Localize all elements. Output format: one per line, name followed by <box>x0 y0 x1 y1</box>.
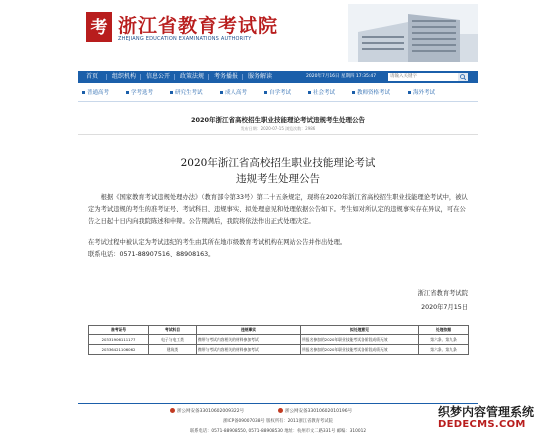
page-root <box>78 0 478 439</box>
article-headline: 2020年浙江省高校招生职业技能理论考试 <box>180 157 376 169</box>
nav-item-exam-news[interactable]: 考务播报 <box>214 73 239 80</box>
nav-divider <box>140 74 141 80</box>
subnav-item[interactable] <box>220 88 247 99</box>
bullet-icon <box>352 91 355 94</box>
violation-table <box>88 325 469 355</box>
bullet-icon <box>408 91 411 94</box>
table-cell: 所报名参加的2020年职业技能考试各阶段成绩无效 <box>301 345 419 355</box>
table-cell: 20336421106062 <box>89 345 149 355</box>
bullet-icon <box>264 91 267 94</box>
subnav-label: 普通高考 <box>87 90 110 96</box>
logo-glyph: 考 <box>90 18 108 38</box>
footer-divider <box>78 403 478 404</box>
subnav-label: 教师资格考试 <box>357 90 391 96</box>
table-row <box>89 345 469 355</box>
table-cell: 建筑类 <box>149 345 197 355</box>
search-icon[interactable] <box>458 73 468 81</box>
column-header: 准考证号 <box>89 326 149 335</box>
building-illustration <box>348 4 478 62</box>
table-header-row <box>89 326 469 335</box>
subnav-item[interactable] <box>408 88 435 99</box>
divider <box>78 134 478 135</box>
site-header <box>78 0 478 62</box>
table-cell: 携带与考试内容相关的材料参加考试 <box>197 345 301 355</box>
table-cell: 携带与考试内容相关的材料参加考试 <box>197 335 301 345</box>
column-header: 处理依据 <box>419 326 469 335</box>
current-datetime: 2020年7月16日 星期四 17:35:47 <box>306 74 377 79</box>
table-cell: 第六条、第九条 <box>419 335 469 345</box>
subnav-label: 社会考试 <box>313 90 336 96</box>
column-header: 考试科目 <box>149 326 197 335</box>
article-headline-2: 违规考生处理公告 <box>236 173 320 185</box>
sub-nav <box>80 88 476 99</box>
nav-item-info[interactable]: 信息公开 <box>146 73 171 80</box>
subnav-item[interactable] <box>352 88 390 99</box>
subnav-item[interactable] <box>264 88 291 99</box>
main-nav <box>78 71 478 83</box>
article-paragraph: 根据《国家教育考试违规处理办法》（教育部令第33号）第二十五条规定，现将在2020年浙江省高校招生职业技能理论考试中，被认定为考试违规的考生的准考证号、考试科目、违规事实、拟处理意见和处理依据公告如下。考生如对所认定的违规事实存在异议，可在公告之日起十日内向我院陈述和申辩。公告期满后，我院将依法作出正式处理决定。 <box>88 194 468 225</box>
subnav-label: 海外考试 <box>413 90 436 96</box>
beian-link[interactable] <box>170 408 244 414</box>
subnav-label: 成人高考 <box>225 90 248 96</box>
watermark-text: 织梦内容管理系统 <box>438 405 535 419</box>
nav-divider <box>208 74 209 80</box>
beian-label: 浙公网安备33010602009322号 <box>177 409 245 414</box>
table-cell: 第六条、第九条 <box>419 345 469 355</box>
police-badge-icon <box>170 408 175 413</box>
table-cell: 所报名参加的2020年职业技能考试各阶段成绩无效 <box>301 335 419 345</box>
watermark-domain: DEDECMS.COM <box>438 419 526 430</box>
subnav-label: 自学考试 <box>269 90 292 96</box>
nav-item-org[interactable]: 组织机构 <box>112 73 137 80</box>
site-name-en: ZHEJIANG EDUCATION EXAMINATIONS AUTHORITY <box>118 36 252 42</box>
site-name[interactable]: 浙江省教育考试院 <box>118 15 279 37</box>
table-cell: 电子与电工类 <box>149 335 197 345</box>
article-paragraph-2: 在考试过程中被认定为考试违纪的考生由其所在地市级教育考试机构在网站公告并作出处理。 <box>88 239 347 246</box>
signature-org: 浙江省教育考试院 <box>417 290 468 297</box>
nav-item-service[interactable]: 服务解读 <box>248 73 273 80</box>
column-header: 违规事实 <box>197 326 301 335</box>
nav-divider <box>174 74 175 80</box>
article-title-bar: 2020年浙江省高校招生职业技能理论考试违规考生处理公告 <box>190 116 366 124</box>
table-cell: 20331906111177 <box>89 335 149 345</box>
logo-icon[interactable] <box>86 12 112 42</box>
subnav-item[interactable] <box>170 88 203 99</box>
divider <box>78 101 478 102</box>
police-badge-icon <box>278 408 283 413</box>
subnav-item[interactable] <box>308 88 335 99</box>
footer-address: 联系电话：0571-88908550, 0571-88908530 地址：杭州市文二路331号 邮编：310012 <box>189 429 367 434</box>
subnav-item[interactable] <box>82 88 109 99</box>
article-meta: 发布日期：2020-07-15 浏览次数：2986 <box>240 126 316 131</box>
contact-phone: 联系电话：0571-88907516、88908163。 <box>88 251 215 258</box>
nav-divider <box>242 74 243 80</box>
subnav-label: 研究生考试 <box>175 90 203 96</box>
beian-label: 浙公网安备33010602010196号 <box>285 409 353 414</box>
nav-item-home[interactable]: 首页 <box>86 73 99 80</box>
nav-divider <box>106 74 107 80</box>
bullet-icon <box>126 91 129 94</box>
bullet-icon <box>82 91 85 94</box>
subnav-item[interactable] <box>126 88 153 99</box>
signature-date: 2020年7月15日 <box>421 304 468 311</box>
bullet-icon <box>170 91 173 94</box>
table-row <box>89 335 469 345</box>
bullet-icon <box>220 91 223 94</box>
column-header: 拟处理意见 <box>301 326 419 335</box>
search-input[interactable] <box>388 73 468 81</box>
footer-icp: 浙ICP备09007038号 版权所有：2011浙江省教育考试院 <box>223 419 333 424</box>
beian-link[interactable] <box>278 408 352 414</box>
subnav-label: 学考选考 <box>131 90 154 96</box>
nav-item-policy[interactable]: 政策法规 <box>180 73 205 80</box>
bullet-icon <box>308 91 311 94</box>
